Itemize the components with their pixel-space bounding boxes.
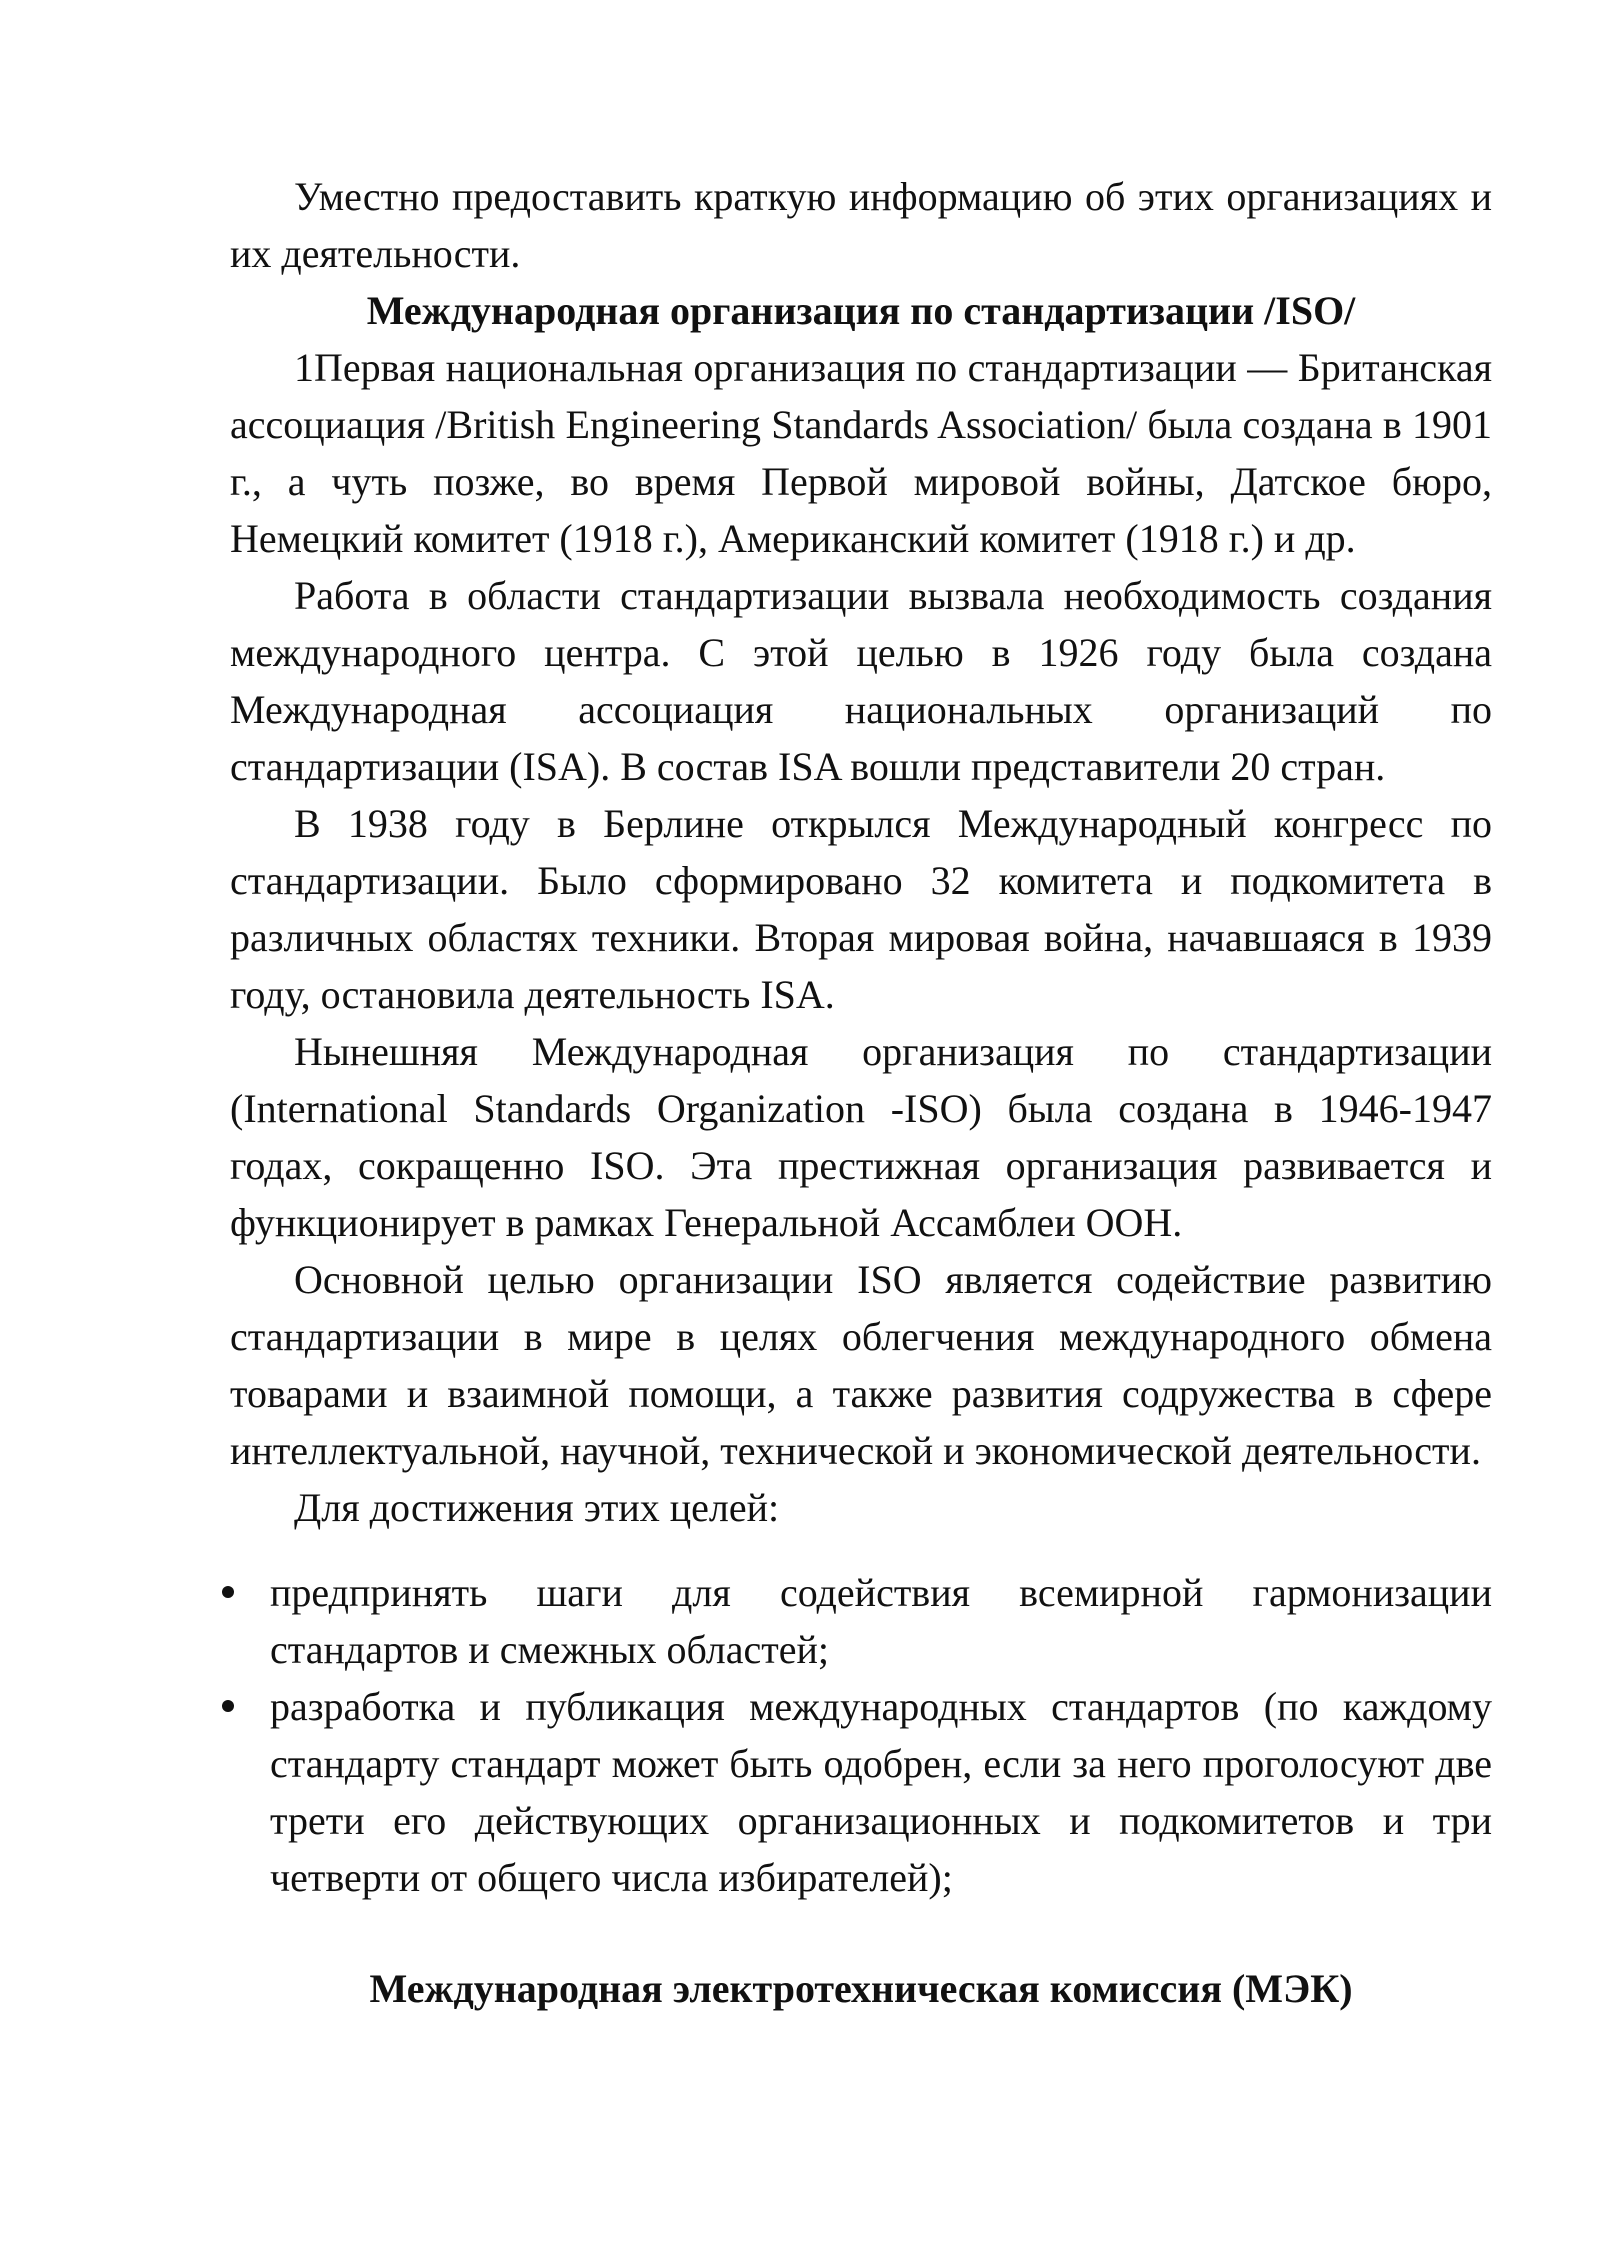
history-paragraph: 1Первая национальная организация по стандартизации — Британская ассоциация /British Engineering Standards Association/ была создана в 1901 г., а чуть позже, во время Первой мировой войны, Датское бюро, Немецкий комитет (1918 г.), Американский комитет (1918 г.) и др.	[230, 345, 1492, 561]
document-body	[230, 168, 1492, 2017]
bullet-icon	[222, 1586, 234, 1598]
iso-heading: Международная организация по стандартизации /ISO/	[366, 288, 1356, 333]
iso-goal-paragraph: Основной целью организации ISO является содействие развитию стандартизации в мире в целях облегчения международного обмена товарами и взаимной помощи, а также развития содружества в сфере интеллектуальной, научной, технической и экономической деятельности.	[230, 1257, 1492, 1473]
congress-paragraph: В 1938 году в Берлине открылся Международный конгресс по стандартизации. Было сформировано 32 комитета и подкомитета в различных областях техники. Вторая мировая война, начавшаяся в 1939 году, остановила деятельность ISA.	[230, 801, 1492, 1017]
list-item	[230, 1678, 1492, 1906]
intro-paragraph: Уместно предоставить краткую информацию об этих организациях и их деятельности.	[230, 174, 1492, 276]
isa-paragraph: Работа в области стандартизации вызвала необходимость создания международного центра. С этой целью в 1926 году была создана Международная ассоциация национальных организаций по стандартизации (ISA). В состав ISA вошли представители 20 стран.	[230, 573, 1492, 789]
list-item-text: разработка и публикация международных стандартов (по каждому стандарту стандарт может быть одобрен, если за него проголосуют две трети его действующих организационных и подкомитетов и три четверти от общего числа избирателей);	[270, 1684, 1492, 1900]
goals-intro-paragraph: Для достижения этих целей:	[294, 1485, 780, 1530]
iso-founding-paragraph: Нынешняя Международная организация по стандартизации (International Standards Organization -ISO) была создана в 1946-1947 годах, сокращенно ISO. Эта престижная организация развивается и функционирует в рамках Генеральной Ассамблеи ООН.	[230, 1029, 1492, 1245]
list-item-text: предпринять шаги для содействия всемирной гармонизации стандартов и смежных областей;	[270, 1570, 1492, 1672]
goals-list	[230, 1564, 1492, 1906]
list-item	[230, 1564, 1492, 1678]
iec-heading: Международная электротехническая комиссия (МЭК)	[369, 1966, 1353, 2011]
bullet-icon	[222, 1700, 234, 1712]
